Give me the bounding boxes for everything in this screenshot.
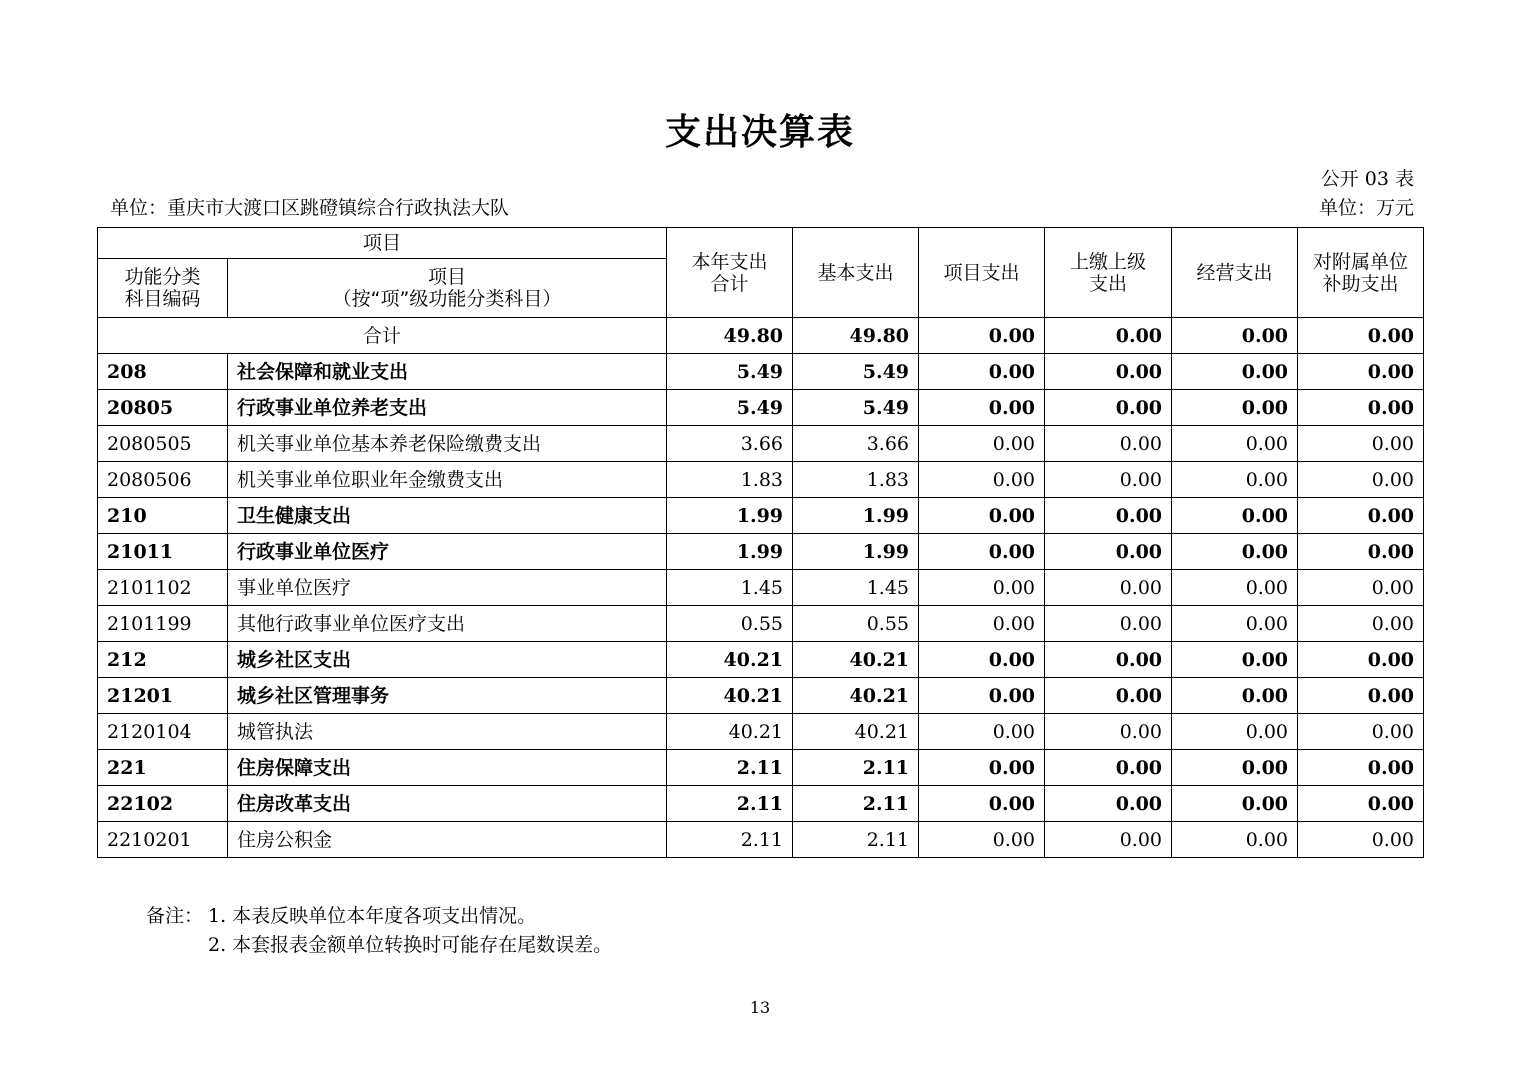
row-value: 0.00 [1172,462,1298,498]
header-project-expenditure: 项目支出 [919,228,1045,318]
row-value: 5.49 [793,354,919,390]
row-value: 2.11 [793,822,919,858]
row-value: 0.00 [919,786,1045,822]
table-row [98,678,1424,714]
row-name: 城乡社区管理事务 [228,678,667,714]
row-value: 40.21 [667,678,793,714]
row-code: 2080506 [98,462,228,498]
row-code: 208 [98,354,228,390]
row-value: 1.83 [667,462,793,498]
row-value: 0.00 [919,642,1045,678]
header-basic-expenditure: 基本支出 [793,228,919,318]
notes-label: 备注： [146,905,204,927]
row-value: 0.00 [1298,462,1424,498]
row-value: 0.00 [919,714,1045,750]
table-row [98,354,1424,390]
row-value: 0.00 [1045,354,1172,390]
row-code: 212 [98,642,228,678]
row-value: 0.00 [1045,642,1172,678]
row-name: 城管执法 [228,714,667,750]
row-code: 20805 [98,390,228,426]
header-operating-expenditure: 经营支出 [1172,228,1298,318]
row-value: 0.00 [1045,750,1172,786]
row-value: 0.00 [919,678,1045,714]
page-title: 支出决算表 [664,112,855,153]
row-value: 0.00 [919,750,1045,786]
expenditure-table [97,227,1424,858]
header-upper-payment: 上缴上级 支出 [1045,228,1172,318]
row-value: 0.00 [1298,534,1424,570]
row-value: 0.00 [919,426,1045,462]
row-value: 0.00 [1298,714,1424,750]
row-name: 行政事业单位养老支出 [228,390,667,426]
row-value: 0.00 [1045,678,1172,714]
row-name: 城乡社区支出 [228,642,667,678]
total-value: 0.00 [1045,318,1172,354]
row-value: 1.99 [667,534,793,570]
row-value: 1.99 [793,498,919,534]
row-code: 2080505 [98,426,228,462]
row-value: 0.00 [919,822,1045,858]
row-code: 21201 [98,678,228,714]
row-value: 0.00 [1045,570,1172,606]
row-value: 0.00 [1298,426,1424,462]
notes [146,902,612,960]
table-row [98,750,1424,786]
row-value: 0.00 [919,498,1045,534]
row-value: 0.00 [1298,390,1424,426]
row-value: 0.00 [1045,498,1172,534]
row-value: 40.21 [667,714,793,750]
row-value: 0.00 [1045,390,1172,426]
row-name: 住房公积金 [228,822,667,858]
table-row [98,606,1424,642]
row-value: 0.55 [667,606,793,642]
total-value: 49.80 [667,318,793,354]
table-row [98,822,1424,858]
page-number: 13 [749,998,771,1017]
row-value: 3.66 [667,426,793,462]
row-value: 0.00 [1172,498,1298,534]
row-value: 0.00 [1298,354,1424,390]
row-value: 1.83 [793,462,919,498]
row-value: 0.00 [1172,714,1298,750]
row-value: 5.49 [793,390,919,426]
row-value: 2.11 [667,786,793,822]
header-total-expenditure: 本年支出 合计 [667,228,793,318]
total-value: 0.00 [1172,318,1298,354]
row-value: 0.00 [919,390,1045,426]
row-name: 住房改革支出 [228,786,667,822]
total-value: 0.00 [919,318,1045,354]
row-value: 40.21 [793,678,919,714]
row-value: 0.00 [1298,606,1424,642]
row-code: 210 [98,498,228,534]
row-value: 0.00 [1172,606,1298,642]
total-value: 49.80 [793,318,919,354]
row-value: 0.00 [1298,750,1424,786]
row-code: 2101102 [98,570,228,606]
row-value: 40.21 [667,642,793,678]
row-name: 社会保障和就业支出 [228,354,667,390]
row-value: 0.00 [1298,822,1424,858]
header-item-name: 项目 （按“项”级功能分类科目） [228,259,667,318]
header-function-code: 功能分类 科目编码 [98,259,228,318]
row-code: 2210201 [98,822,228,858]
table-row [98,714,1424,750]
row-value: 0.00 [1172,678,1298,714]
row-code: 221 [98,750,228,786]
row-value: 0.00 [1172,426,1298,462]
table-row [98,642,1424,678]
row-value: 0.00 [1172,786,1298,822]
row-value: 2.11 [667,822,793,858]
row-value: 1.45 [793,570,919,606]
table-row [98,534,1424,570]
row-name: 其他行政事业单位医疗支出 [228,606,667,642]
row-value: 0.00 [1298,498,1424,534]
row-value: 5.49 [667,354,793,390]
row-name: 事业单位医疗 [228,570,667,606]
row-code: 2120104 [98,714,228,750]
table-row [98,426,1424,462]
row-value: 2.11 [667,750,793,786]
row-value: 0.00 [1298,678,1424,714]
total-label: 合计 [98,318,667,354]
form-number: 公开 03 表 [1320,168,1414,190]
row-value: 0.00 [919,534,1045,570]
row-value: 0.00 [1045,714,1172,750]
row-value: 2.11 [793,786,919,822]
row-name: 机关事业单位职业年金缴费支出 [228,462,667,498]
row-value: 0.00 [1172,750,1298,786]
row-value: 0.00 [1172,354,1298,390]
row-name: 住房保障支出 [228,750,667,786]
row-value: 5.49 [667,390,793,426]
row-value: 0.00 [1298,570,1424,606]
header-subsidy-expenditure: 对附属单位 补助支出 [1298,228,1424,318]
table-row [98,462,1424,498]
header-item: 项目 [98,228,667,259]
total-value: 0.00 [1298,318,1424,354]
row-name: 机关事业单位基本养老保险缴费支出 [228,426,667,462]
reporting-unit: 单位：重庆市大渡口区跳磴镇综合行政执法大队 [110,197,510,219]
total-row [98,318,1424,354]
row-value: 0.00 [919,462,1045,498]
row-value: 0.00 [1298,642,1424,678]
row-value: 0.00 [1172,570,1298,606]
row-code: 22102 [98,786,228,822]
row-value: 1.45 [667,570,793,606]
row-value: 0.00 [1172,642,1298,678]
row-value: 0.00 [1045,822,1172,858]
row-value: 40.21 [793,642,919,678]
row-value: 0.00 [919,606,1045,642]
note-item: 2. 本套报表金额单位转换时可能存在尾数误差。 [208,934,613,956]
row-name: 行政事业单位医疗 [228,534,667,570]
row-code: 2101199 [98,606,228,642]
row-value: 0.00 [1045,426,1172,462]
row-value: 0.00 [1172,390,1298,426]
row-value: 40.21 [793,714,919,750]
row-value: 0.00 [1045,606,1172,642]
row-value: 0.00 [919,570,1045,606]
row-name: 卫生健康支出 [228,498,667,534]
row-value: 0.00 [1172,534,1298,570]
row-value: 0.00 [919,354,1045,390]
table-row [98,570,1424,606]
row-value: 0.00 [1045,786,1172,822]
row-value: 0.55 [793,606,919,642]
row-value: 1.99 [793,534,919,570]
row-value: 3.66 [793,426,919,462]
row-value: 2.11 [793,750,919,786]
table-row [98,498,1424,534]
table-row [98,390,1424,426]
row-value: 0.00 [1045,462,1172,498]
row-value: 0.00 [1298,786,1424,822]
table-row [98,786,1424,822]
row-value: 0.00 [1045,534,1172,570]
row-value: 1.99 [667,498,793,534]
note-item: 1. 本表反映单位本年度各项支出情况。 [208,905,537,927]
row-value: 0.00 [1172,822,1298,858]
currency-unit: 单位：万元 [1318,197,1414,219]
row-code: 21011 [98,534,228,570]
